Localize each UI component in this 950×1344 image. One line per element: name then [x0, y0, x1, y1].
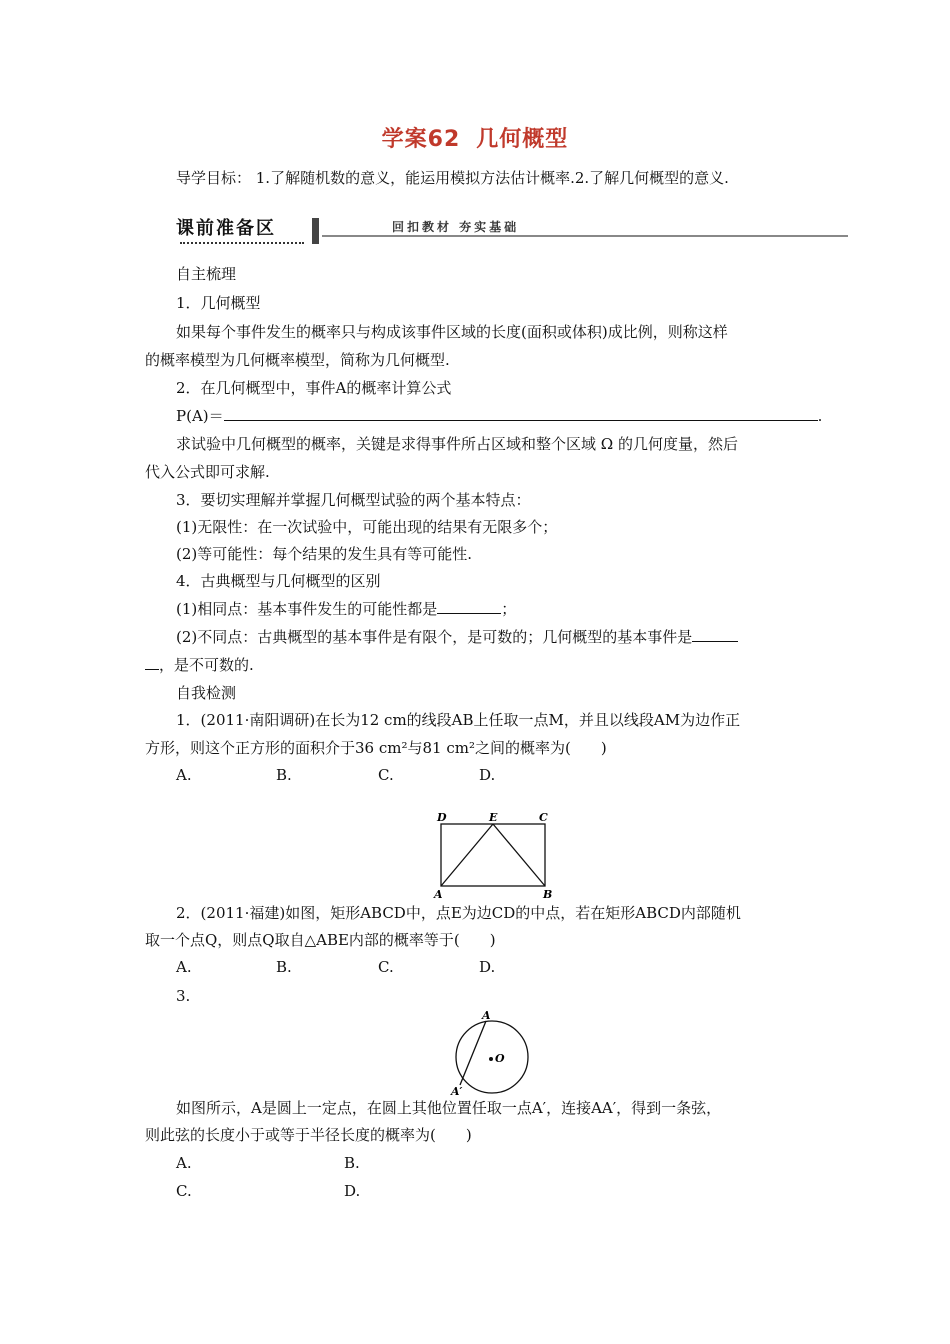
q2-option-a[interactable]: A.: [176, 958, 192, 976]
formula-line: P(A)＝ .: [176, 407, 823, 425]
fill-in-line: ，是不可数的.: [145, 655, 825, 675]
fill-in-line: (1)相同点：基本事件发生的可能性都是 ；: [176, 600, 517, 618]
segment-be: [493, 824, 545, 886]
banner-rule: [322, 235, 848, 237]
circle-figure: [446, 1010, 536, 1096]
question-3-line: 如图所示，A是圆上一定点，在圆上其他位置任取一点A′，连接AA′，得到一条弦，: [176, 1099, 722, 1117]
answer-blank[interactable]: [145, 669, 159, 670]
fill-in-line: (2)不同点：古典概型的基本事件是有限个，是可数的；几何概型的基本事件是: [176, 627, 856, 647]
label-c: C: [539, 811, 548, 824]
question-1-line: 1．(2011·南阳调研)在长为12 cm的线段AB上任取一点M，并且以线段AM为边作正: [176, 711, 741, 729]
heading-self-review: 自主梳理: [176, 265, 237, 283]
paragraph-line: (2)等可能性：每个结果的发生具有等可能性.: [176, 545, 473, 563]
item-2-heading: 2．在几何概型中，事件A的概率计算公式: [176, 379, 452, 397]
rectangle-figure: [432, 810, 556, 902]
page-title: [0, 122, 950, 153]
q3-option-d[interactable]: D.: [344, 1182, 361, 1200]
formula-label: P(A)＝: [176, 407, 224, 425]
title-topic: 几何概型: [476, 127, 569, 152]
question-1-line: 方形，则这个正方形的面积介于36 cm²与81 cm²之间的概率为( ): [145, 739, 607, 757]
title-number: 学案62: [381, 127, 461, 152]
question-3-number: 3.: [176, 987, 191, 1005]
center-point: [489, 1057, 493, 1061]
banner-label: 课前准备区: [176, 214, 311, 244]
paragraph-line: 代入公式即可求解.: [145, 463, 270, 481]
q1-option-a[interactable]: A.: [176, 766, 192, 784]
q3-option-c[interactable]: C.: [176, 1182, 192, 1200]
q1-option-b[interactable]: B.: [276, 766, 292, 784]
chord-aa-prime: [460, 1021, 486, 1085]
q3-option-a[interactable]: A.: [176, 1154, 192, 1172]
q2-option-c[interactable]: C.: [378, 958, 394, 976]
label-o: O: [495, 1052, 505, 1065]
rectangle-abcd: [441, 824, 545, 886]
label-a-prime: A′: [451, 1085, 463, 1096]
q1-option-d[interactable]: D.: [479, 766, 496, 784]
paragraph-line: 的概率模型为几何概率模型，简称为几何概型.: [145, 351, 450, 369]
item-3-heading: 3．要切实理解并掌握几何概型试验的两个基本特点：: [176, 491, 531, 509]
paragraph-line: 求试验中几何概型的概率，关键是求得事件所占区域和整个区域 Ω 的几何度量，然后: [176, 435, 738, 453]
q2-option-d[interactable]: D.: [479, 958, 496, 976]
label-a: A: [482, 1010, 491, 1022]
banner-subtitle: 回扣教材 夯实基础: [392, 220, 520, 234]
question-2-line: 取一个点Q，则点Q取自△ABE内部的概率等于( ): [145, 931, 496, 949]
paragraph-line: (1)无限性：在一次试验中，可能出现的结果有无限多个；: [176, 518, 558, 536]
item-4-heading: 4．古典概型与几何概型的区别: [176, 572, 381, 590]
formula-blank[interactable]: [224, 420, 818, 421]
question-2-line: 2．(2011·福建)如图，矩形ABCD中，点E为边CD的中点，若在矩形ABCD内部随机: [176, 904, 741, 922]
q1-option-c[interactable]: C.: [378, 766, 394, 784]
section-banner: [176, 214, 848, 248]
label-e: E: [489, 811, 498, 824]
label-d: D: [437, 811, 447, 824]
item-1-heading: 1．几何概型: [176, 294, 261, 312]
paragraph-line: 如果每个事件发生的概率只与构成该事件区域的长度(面积或体积)成比例，则称这样: [176, 323, 728, 341]
q2-option-b[interactable]: B.: [276, 958, 292, 976]
answer-blank[interactable]: [437, 613, 501, 614]
question-3-line: 则此弦的长度小于或等于半径长度的概率为( ): [145, 1126, 472, 1144]
answer-blank[interactable]: [692, 641, 738, 642]
learning-goals: 导学目标： 1.了解随机数的意义，能运用模拟方法估计概率.2.了解几何概型的意义.: [176, 169, 729, 187]
segment-ae: [441, 824, 493, 886]
banner-bar: [312, 218, 319, 244]
heading-self-test: 自我检测: [176, 684, 237, 702]
label-a: A: [434, 888, 443, 901]
q3-option-b[interactable]: B.: [344, 1154, 360, 1172]
circle-o: [456, 1021, 528, 1093]
label-b: B: [543, 888, 553, 901]
